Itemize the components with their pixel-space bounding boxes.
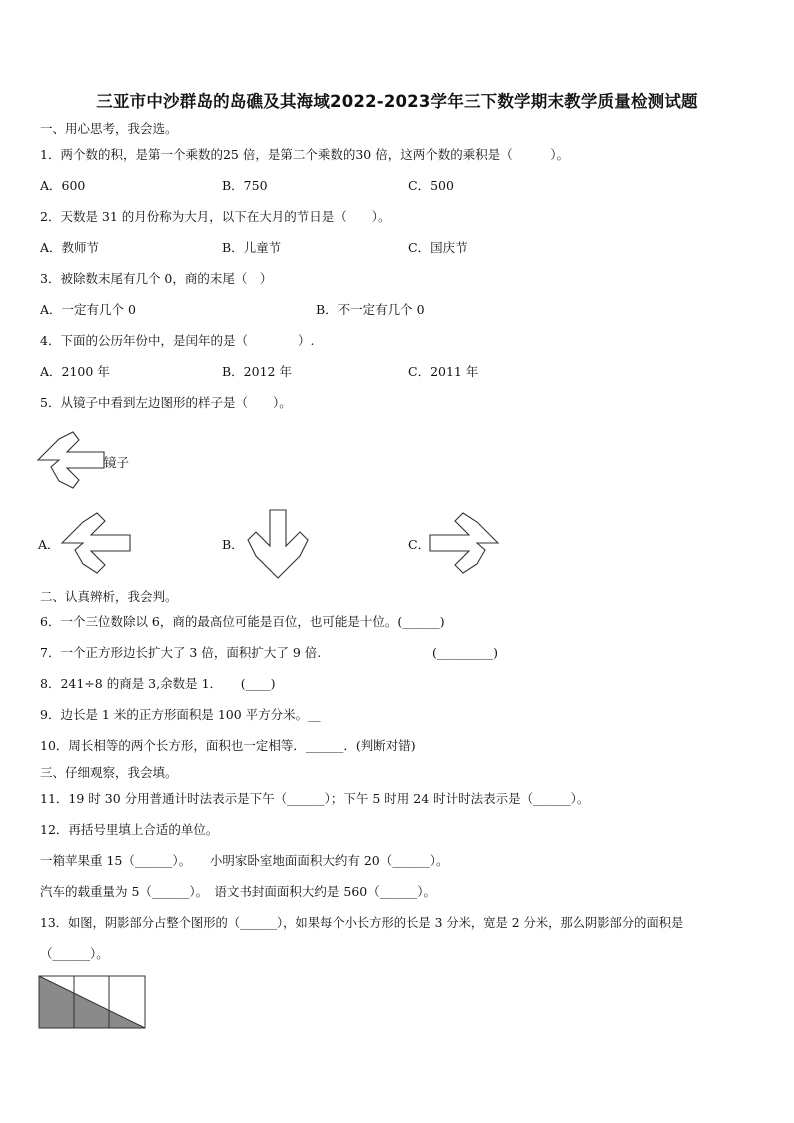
q2-option-a: A．教师节 bbox=[40, 240, 100, 255]
question-7-blank: (_________) bbox=[432, 645, 499, 660]
question-12: 12．再括号里填上合适的单位。 bbox=[40, 822, 219, 837]
q1-option-b: B．750 bbox=[222, 178, 268, 193]
question-11: 11．19 时 30 分用普通计时法表示是下午（______）；下午 5 时用 24 时计时法表示是（______）。 bbox=[40, 791, 590, 806]
q4-option-a: A．2100 年 bbox=[40, 364, 110, 379]
question-8: 8．241÷8 的商是 3,余数是 1． (____) bbox=[40, 676, 276, 691]
question-6: 6．一个三位数除以 6，商的最高位可能是百位，也可能是十位。(______) bbox=[40, 614, 445, 629]
section-1-heading: 一、用心思考，我会选。 bbox=[40, 121, 178, 136]
question-1: 1．两个数的积，是第一个乘数的25 倍，是第二个乘数的30 倍，这两个数的乘积是（ ）。 bbox=[40, 147, 569, 162]
question-13-line-2: （______）。 bbox=[40, 946, 109, 961]
q2-option-b: B．儿童节 bbox=[222, 240, 282, 255]
question-9: 9．边长是 1 米的正方形面积是 100 平方分米。__ bbox=[40, 707, 321, 722]
question-3: 3．被除数末尾有几个 0，商的末尾（ ） bbox=[40, 271, 273, 286]
q4-option-c: C．2011 年 bbox=[408, 364, 479, 379]
question-5: 5．从镜子中看到左边图形的样子是（ ）。 bbox=[40, 395, 292, 410]
question-12-line-2: 汽车的载重量为 5（______）。 语文书封面面积大约是 560（______）。 bbox=[40, 884, 437, 899]
question-4: 4．下面的公历年份中，是闰年的是（ ）. bbox=[40, 333, 315, 348]
q3-option-a: A．一定有几个 0 bbox=[40, 302, 136, 317]
question-10: 10．周长相等的两个长方形，面积也一定相等．______．(判断对错) bbox=[40, 738, 416, 753]
q3-option-b: B．不一定有几个 0 bbox=[316, 302, 425, 317]
q2-option-c: C．国庆节 bbox=[408, 240, 468, 255]
page-title: 三亚市中沙群岛的岛礁及其海域2022-2023学年三下数学期末教学质量检测试题 bbox=[96, 92, 698, 111]
mirror-label: 镜子 bbox=[104, 455, 130, 470]
q1-option-c: C．500 bbox=[408, 178, 454, 193]
q5-option-c-figure bbox=[428, 510, 500, 576]
q4-option-b: B．2012 年 bbox=[222, 364, 292, 379]
section-3-heading: 三、仔细观察，我会填。 bbox=[40, 765, 178, 780]
question-12-line-1: 一箱苹果重 15（______）。 小明家卧室地面面积大约有 20（______）。 bbox=[40, 853, 449, 868]
question-13-line-1: 13．如图，阴影部分占整个图形的（______），如果每个小长方形的长是 3 分米，宽是 2 分米，那么阴影部分的面积是 bbox=[40, 916, 684, 930]
original-arrow-figure bbox=[36, 427, 108, 493]
q5-option-a-label: A． bbox=[38, 537, 60, 552]
q5-option-b-label: B． bbox=[222, 537, 244, 552]
question-7: 7．一个正方形边长扩大了 3 倍，面积扩大了 9 倍. bbox=[40, 645, 322, 660]
q13-shaded-rectangles-figure bbox=[38, 975, 148, 1031]
q5-option-a-figure bbox=[60, 510, 132, 576]
q5-option-b-figure bbox=[240, 508, 316, 580]
question-2: 2．天数是 31 的月份称为大月，以下在大月的节日是（ ）。 bbox=[40, 209, 391, 224]
section-2-heading: 二、认真辨析，我会判。 bbox=[40, 589, 178, 604]
q5-option-c-label: C． bbox=[408, 537, 431, 552]
q1-option-a: A．600 bbox=[40, 178, 86, 193]
